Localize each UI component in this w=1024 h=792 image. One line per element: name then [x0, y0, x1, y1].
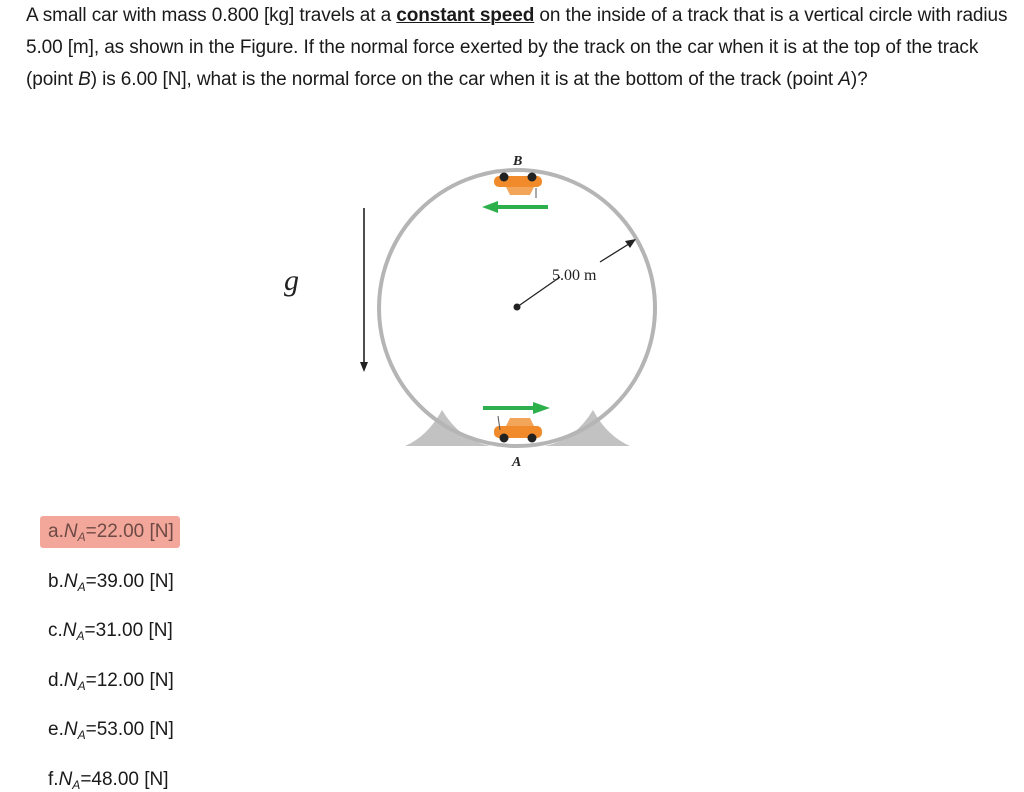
option-d[interactable]	[40, 665, 180, 697]
option-f[interactable]	[40, 764, 175, 792]
option-c[interactable]	[40, 615, 179, 647]
gravity-label: g	[284, 264, 299, 297]
car-top-icon	[494, 173, 542, 199]
question-emphasis: constant speed	[396, 5, 535, 26]
option-variable: N	[63, 669, 78, 691]
figure-svg	[260, 140, 660, 480]
option-variable: N	[63, 521, 78, 542]
point-a-label: A	[512, 455, 522, 470]
option-letter: b.	[48, 570, 64, 592]
question-part3: ) is 6.00 [N], what is the normal force on the car when it is at the bottom of the track (point	[90, 69, 839, 90]
question-part4: )?	[850, 69, 868, 90]
radius-label: 5.00 m	[552, 267, 597, 284]
option-variable: N	[62, 620, 77, 641]
option-subscript: A	[77, 678, 86, 693]
bottom-velocity-arrow-head	[533, 402, 550, 414]
option-value: =12.00 [N]	[85, 669, 174, 691]
option-subscript: A	[72, 777, 81, 792]
option-value: =39.00 [N]	[85, 570, 174, 592]
question-part2: on the inside of a track that is a vertical circle with radius 5.00 [m], as shown in the Figure. If the normal force exerted by the track on the car when it is at the top of the track (point	[26, 5, 1008, 90]
option-variable: N	[58, 768, 73, 790]
option-variable: N	[63, 719, 78, 740]
option-value: =22.00 [N]	[85, 521, 174, 542]
option-subscript: A	[77, 530, 86, 544]
option-letter: d.	[48, 669, 64, 691]
car-bottom-icon	[494, 416, 542, 443]
question-text	[26, 0, 1011, 96]
option-variable: N	[63, 570, 78, 592]
radius-arrow-head	[625, 239, 636, 248]
answer-options	[40, 516, 180, 792]
option-letter: a.	[48, 521, 64, 542]
radius-line-upper	[600, 242, 632, 262]
gravity-arrow-head	[360, 362, 368, 372]
option-letter: e.	[48, 719, 64, 740]
point-b-label: B	[513, 154, 523, 169]
option-subscript: A	[77, 579, 86, 594]
option-subscript: A	[77, 728, 86, 742]
question-point-a: A	[838, 69, 851, 90]
option-e[interactable]	[40, 714, 180, 746]
option-value: =53.00 [N]	[85, 719, 174, 740]
question-part1: A small car with mass 0.800 [kg] travels at a	[26, 5, 397, 26]
top-velocity-arrow-head	[482, 201, 498, 213]
option-a[interactable]	[40, 516, 180, 548]
question-point-b: B	[78, 69, 91, 90]
option-letter: f.	[48, 768, 59, 790]
option-b[interactable]	[40, 566, 180, 598]
option-letter: c.	[48, 620, 63, 641]
option-value: =31.00 [N]	[84, 620, 173, 641]
loop-track-figure	[260, 140, 660, 480]
option-subscript: A	[76, 629, 85, 643]
option-value: =48.00 [N]	[80, 768, 169, 790]
